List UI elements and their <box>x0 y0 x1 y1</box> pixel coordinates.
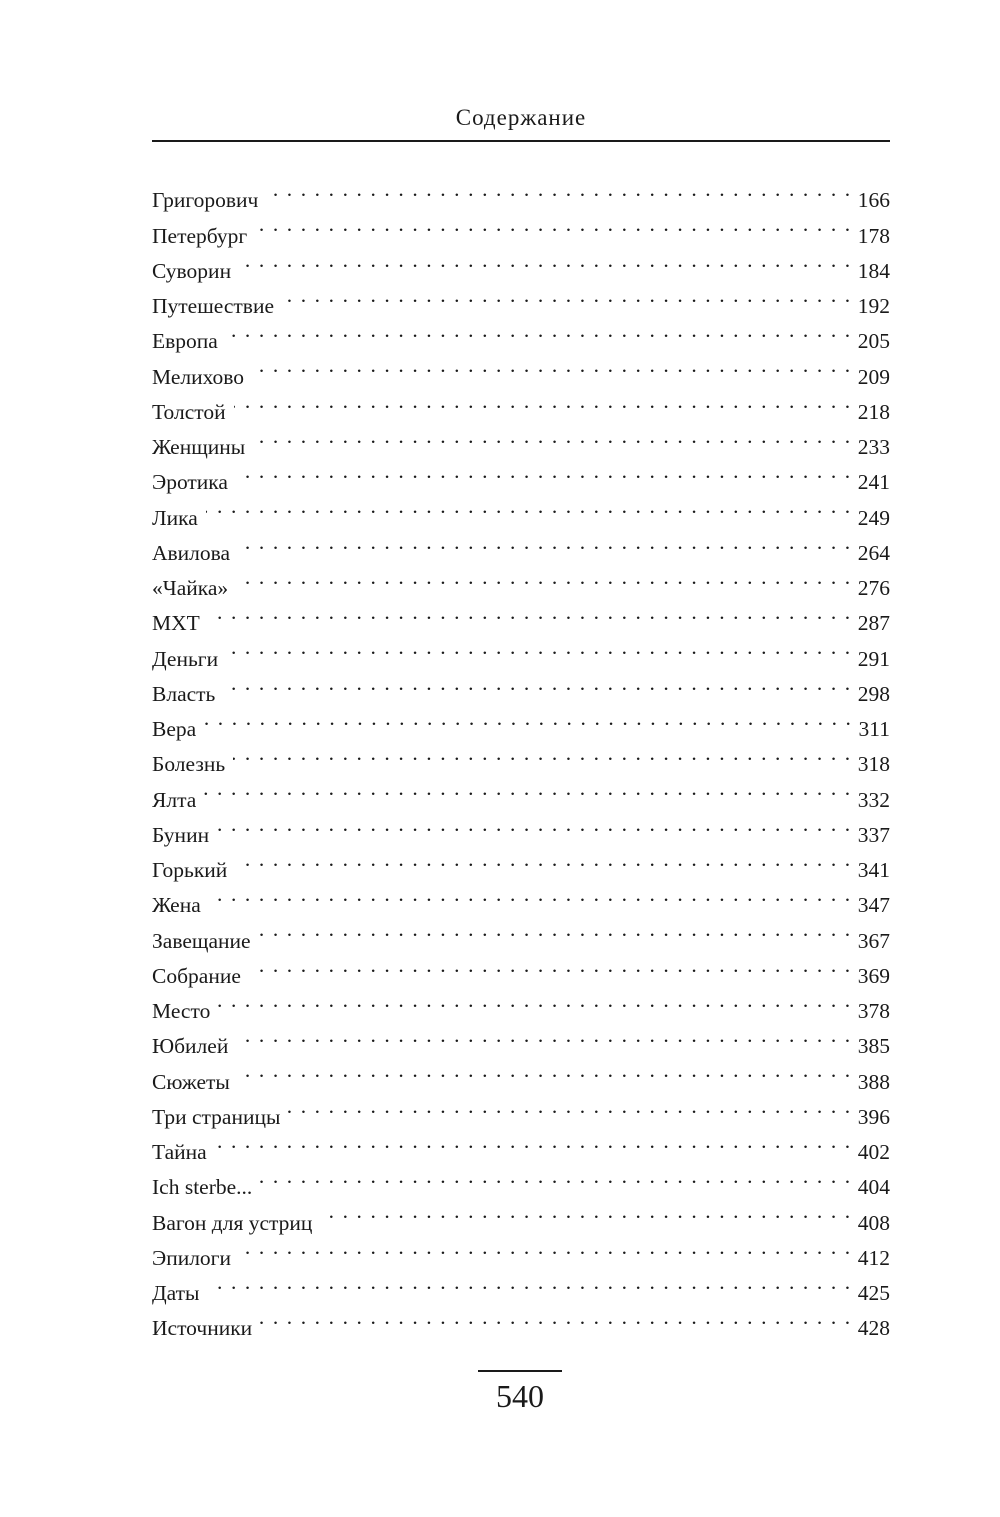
toc-dot-leader <box>266 172 851 207</box>
toc-entry-title: Лика <box>152 505 198 530</box>
toc-entry-page: 396 <box>857 1104 890 1129</box>
toc-dot-leader <box>259 912 852 947</box>
toc-entry <box>152 1053 890 1094</box>
running-head: Содержание <box>455 105 587 130</box>
toc-dot-leader <box>253 419 852 454</box>
toc-dot-leader <box>255 207 852 242</box>
toc-entry-title: Болезнь <box>152 752 226 777</box>
toc-entry-page: 337 <box>857 822 890 847</box>
table-of-contents <box>152 172 890 1341</box>
toc-entry-title: Юбилей <box>152 1034 229 1059</box>
toc-entry <box>152 1265 890 1305</box>
toc-dot-leader <box>249 948 852 983</box>
toc-dot-leader <box>236 560 852 595</box>
toc-dot-leader <box>208 595 852 630</box>
toc-entry-title: Ялта <box>152 787 197 812</box>
toc-entry-page: 184 <box>857 258 890 283</box>
toc-entry-page: 385 <box>857 1034 890 1059</box>
toc-entry-title: Женщины <box>152 435 246 459</box>
toc-entry-page: 428 <box>857 1316 890 1341</box>
toc-entry <box>152 384 890 424</box>
toc-entry <box>152 877 890 918</box>
toc-entry <box>152 807 890 847</box>
toc-entry <box>152 1194 890 1235</box>
toc-entry <box>152 1018 890 1059</box>
toc-entry-page: 249 <box>857 505 890 530</box>
toc-entry-title: Авилова <box>152 540 231 565</box>
toc-entry <box>152 278 890 318</box>
toc-dot-leader <box>239 243 852 278</box>
toc-entry-page: 425 <box>857 1281 890 1305</box>
toc-dot-leader <box>218 983 851 1018</box>
toc-dot-leader <box>234 384 852 419</box>
toc-entry <box>152 701 890 741</box>
toc-entry-page: 408 <box>857 1210 890 1235</box>
toc-entry-title: Мелихово <box>152 364 245 389</box>
toc-entry-title: Три страницы <box>152 1104 281 1129</box>
toc-entry <box>152 1300 890 1341</box>
toc-dot-leader <box>235 842 851 877</box>
page-number: 540 <box>496 1378 544 1414</box>
toc-entry-page: 347 <box>857 893 890 918</box>
toc-dot-leader <box>223 666 851 701</box>
toc-entry-title: Путешествие <box>152 294 274 318</box>
toc-entry-page: 318 <box>857 752 890 777</box>
toc-dot-leader <box>208 1265 852 1300</box>
header-rule <box>152 140 890 142</box>
toc-entry-title: Эротика <box>152 470 228 495</box>
toc-entry <box>152 983 890 1023</box>
toc-entry <box>152 348 890 389</box>
toc-entry-title: Горький <box>152 858 228 882</box>
toc-dot-leader <box>252 348 852 383</box>
toc-entry <box>152 1124 890 1164</box>
toc-entry-title: Вера <box>152 717 197 741</box>
toc-entry <box>152 666 890 706</box>
toc-entry-title: Завещание <box>152 928 251 953</box>
toc-entry-title: Толстой <box>152 399 226 424</box>
toc-entry-page: 291 <box>857 646 890 671</box>
toc-entry <box>152 912 890 953</box>
toc-entry-page: 233 <box>857 435 890 459</box>
toc-entry <box>152 736 890 777</box>
toc-entry-page: 241 <box>857 470 890 495</box>
toc-entry <box>152 595 890 636</box>
toc-entry-page: 332 <box>857 787 890 812</box>
toc-entry <box>152 1159 890 1200</box>
toc-entry <box>152 419 890 459</box>
toc-entry <box>152 207 890 248</box>
toc-entry-title: Власть <box>152 681 216 706</box>
toc-entry <box>152 313 890 354</box>
toc-dot-leader <box>204 771 851 806</box>
toc-entry-page: 298 <box>857 681 890 706</box>
toc-dot-leader <box>226 313 852 348</box>
toc-entry <box>152 172 890 213</box>
toc-entry-title: Бунин <box>152 822 210 847</box>
toc-entry-title: Жена <box>152 893 201 918</box>
toc-entry-page: 311 <box>858 717 890 741</box>
toc-entry-page: 404 <box>857 1175 890 1200</box>
folio-rule <box>478 1370 562 1372</box>
toc-entry-page: 192 <box>857 294 890 318</box>
toc-entry-page: 205 <box>857 329 890 354</box>
toc-entry-title: Ich sterbe... <box>152 1175 253 1200</box>
toc-entry <box>152 1230 890 1270</box>
toc-entry-page: 178 <box>857 223 890 248</box>
toc-entry-page: 218 <box>857 399 890 424</box>
toc-dot-leader <box>238 1053 852 1088</box>
toc-entry <box>152 771 890 812</box>
toc-entry-page: 166 <box>857 188 890 213</box>
toc-dot-leader <box>204 701 852 736</box>
toc-entry-page: 287 <box>857 611 890 636</box>
toc-entry <box>152 842 890 882</box>
toc-entry-title: Место <box>152 999 211 1023</box>
toc-entry-page: 276 <box>857 576 890 600</box>
toc-entry <box>152 454 890 495</box>
toc-dot-leader <box>236 454 852 489</box>
toc-entry-page: 264 <box>857 540 890 565</box>
toc-entry-title: Европа <box>152 329 218 354</box>
toc-dot-leader <box>320 1194 851 1229</box>
toc-dot-leader <box>209 877 852 912</box>
toc-dot-leader <box>238 525 852 560</box>
toc-entry-title: Тайна <box>152 1140 207 1164</box>
toc-entry-page: 367 <box>857 928 890 953</box>
toc-entry <box>152 948 890 988</box>
toc-entry-page: 378 <box>857 999 890 1023</box>
toc-dot-leader <box>206 489 852 524</box>
toc-entry <box>152 243 890 283</box>
toc-dot-leader <box>239 1230 852 1265</box>
toc-entry-title: Петербург <box>152 223 248 248</box>
toc-entry-page: 388 <box>857 1069 890 1094</box>
toc-dot-leader <box>233 736 852 771</box>
toc-entry-title: Сюжеты <box>152 1069 230 1094</box>
toc-entry-page: 402 <box>857 1140 890 1164</box>
toc-entry-title: Суворин <box>152 258 232 283</box>
toc-entry <box>152 560 890 600</box>
toc-entry <box>152 630 890 671</box>
toc-dot-leader <box>217 807 852 842</box>
toc-entry-title: Деньги <box>152 646 219 671</box>
toc-entry-title: Вагон для устриц <box>152 1210 313 1235</box>
toc-dot-leader <box>260 1300 852 1335</box>
toc-entry-title: Источники <box>152 1316 253 1341</box>
toc-entry-page: 369 <box>857 963 890 988</box>
toc-entry-title: Даты <box>152 1281 200 1305</box>
toc-dot-leader <box>260 1159 851 1194</box>
toc-entry <box>152 489 890 530</box>
toc-entry-title: Собрание <box>152 963 241 988</box>
toc-entry-title: Григорович <box>152 188 259 213</box>
toc-entry <box>152 1089 890 1129</box>
toc-entry-page: 412 <box>857 1245 890 1270</box>
toc-dot-leader <box>215 1124 852 1159</box>
toc-entry-title: «Чайка» <box>152 576 229 600</box>
toc-entry-title: Эпилоги <box>152 1245 232 1270</box>
toc-dot-leader <box>288 1089 851 1124</box>
toc-entry-page: 209 <box>857 364 890 389</box>
toc-entry-page: 341 <box>857 858 890 882</box>
toc-dot-leader <box>282 278 852 313</box>
toc-entry <box>152 525 890 565</box>
toc-dot-leader <box>236 1018 851 1053</box>
toc-dot-leader <box>226 630 852 665</box>
toc-entry-title: МХТ <box>152 611 200 636</box>
